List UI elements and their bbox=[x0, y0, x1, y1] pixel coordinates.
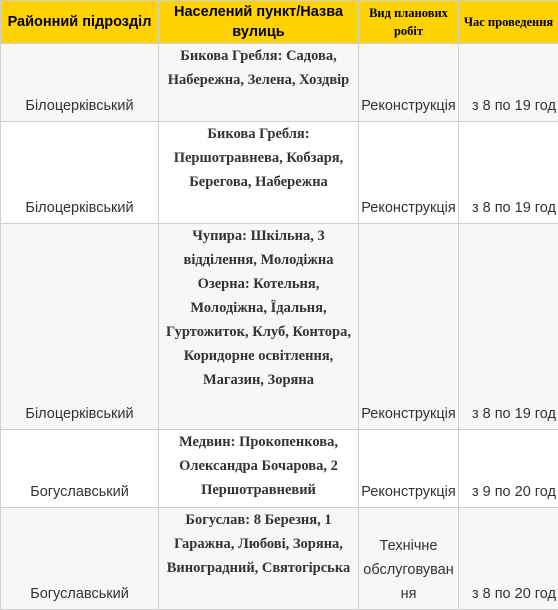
cell-district: Білоцерківський bbox=[1, 122, 159, 224]
table-row bbox=[1, 224, 558, 430]
cell-work: Технічне обслуговування bbox=[359, 508, 459, 610]
table-row bbox=[1, 44, 558, 122]
cell-work: Реконструкція bbox=[359, 224, 459, 430]
header-work: Вид планових робіт bbox=[359, 1, 459, 44]
cell-district: Білоцерківський bbox=[1, 224, 159, 430]
table-header-row bbox=[1, 1, 558, 44]
cell-time: з 8 по 19 год bbox=[459, 224, 558, 430]
cell-work: Реконструкція bbox=[359, 122, 459, 224]
cell-place: Медвин: Прокопенкова, Олександра Бочарова, 2 Першотравневий bbox=[159, 430, 359, 508]
cell-work: Реконструкція bbox=[359, 430, 459, 508]
header-place: Населений пункт/Назва вулиць bbox=[159, 1, 359, 44]
cell-place: Чупира: Шкільна, 3 відділення, Молодіжна Озерна: Котельня, Молодіжна, Їдальня, Гуртожиток, Клуб, Контора, Коридорне освітлення, Магазин, Зоряна bbox=[159, 224, 359, 430]
cell-time: з 8 по 20 год bbox=[459, 508, 558, 610]
cell-work: Реконструкція bbox=[359, 44, 459, 122]
cell-district: Богуславський bbox=[1, 508, 159, 610]
table-row bbox=[1, 122, 558, 224]
cell-district: Богуславський bbox=[1, 430, 159, 508]
cell-time: з 8 по 19 год bbox=[459, 44, 558, 122]
table-row bbox=[1, 430, 558, 508]
table-row bbox=[1, 508, 558, 610]
cell-district: Білоцерківський bbox=[1, 44, 159, 122]
header-district: Районний підрозділ bbox=[1, 1, 159, 44]
cell-place: Бикова Гребля: Садова, Набережна, Зелена, Хоздвір bbox=[159, 44, 359, 122]
cell-time: з 8 по 19 год bbox=[459, 122, 558, 224]
cell-time: з 9 по 20 год bbox=[459, 430, 558, 508]
cell-place: Бикова Гребля: Першотравнева, Кобзаря, Берегова, Набережна bbox=[159, 122, 359, 224]
cell-place: Богуслав: 8 Березня, 1 Гаражна, Любові, Зоряна, Виноградний, Святогірська bbox=[159, 508, 359, 610]
header-time: Час проведення bbox=[459, 1, 558, 44]
